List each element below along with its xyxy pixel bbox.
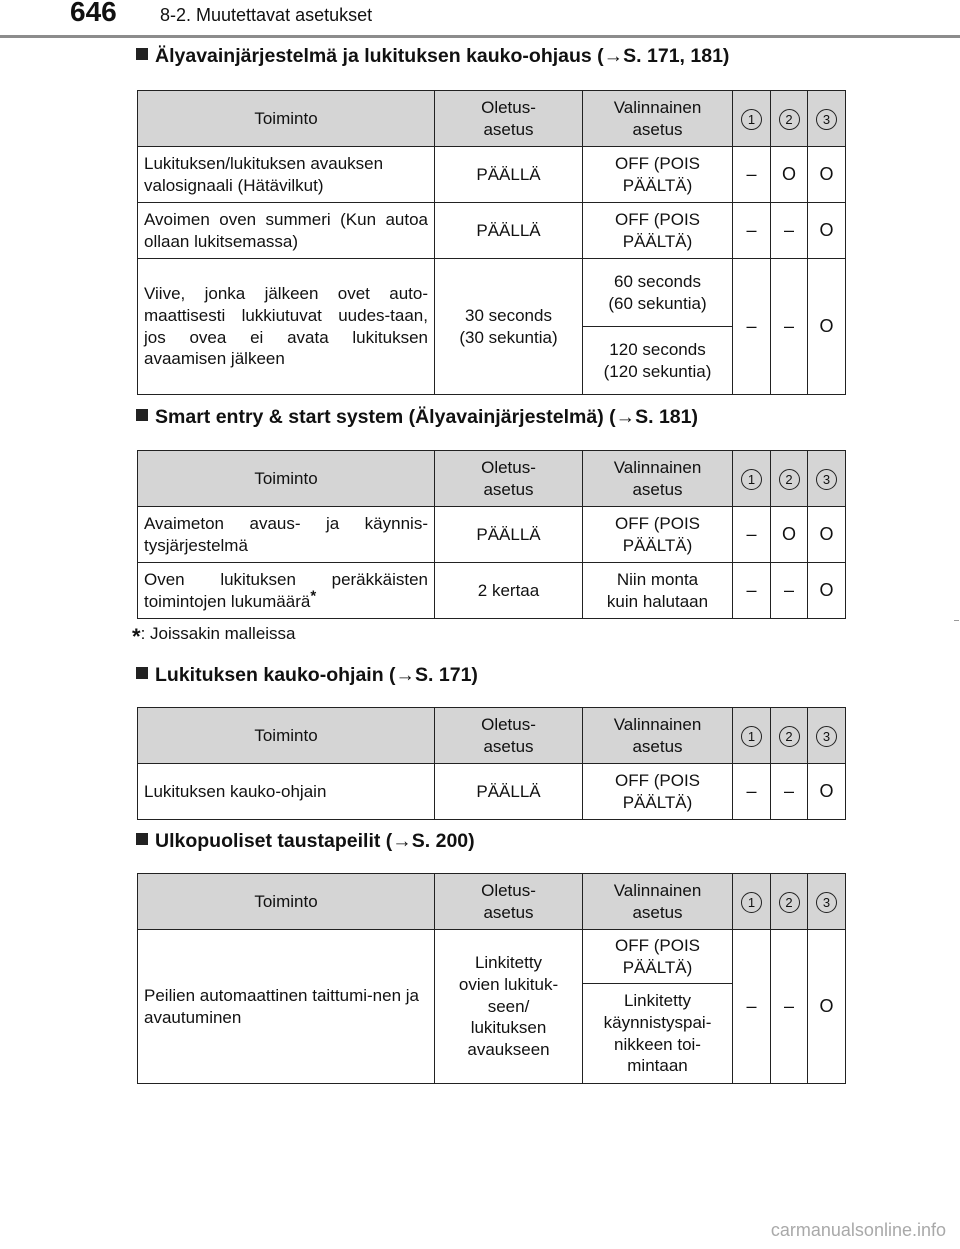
row-optional-a: 60 seconds (60 sekuntia) <box>583 259 733 327</box>
row-mark-1: – <box>733 259 771 395</box>
header-default: Oletus- asetus <box>435 91 583 147</box>
row-mark-3: O <box>808 930 846 1084</box>
row-optional-b: 120 seconds (120 sekuntia) <box>583 327 733 395</box>
row-function: Avoimen oven summeri (Kun autoa ollaan lukitsemassa) <box>138 203 435 259</box>
row-mark-1: – <box>733 203 771 259</box>
header-rule <box>0 35 960 38</box>
circled-1-icon: 1 <box>741 892 762 913</box>
row-optional: OFF (POIS PÄÄLTÄ) <box>583 507 733 563</box>
row-mark-1: – <box>733 147 771 203</box>
table-row <box>138 507 846 563</box>
row-function-cell <box>138 563 435 619</box>
table-remote <box>137 707 846 820</box>
row-function: Lukituksen kauko-ohjain <box>138 764 435 820</box>
row-optional-b: Linkitetty käynnistyspai- nikkeen toi- mintaan <box>583 984 733 1084</box>
table-header-row <box>138 874 846 930</box>
row-default: PÄÄLLÄ <box>435 203 583 259</box>
section-title-remote: Lukituksen kauko-ohjain (→S. 171) <box>136 664 478 687</box>
row-default: Linkitetty ovien lukituk- seen/ lukituksen avaukseen <box>435 930 583 1084</box>
row-optional: Niin monta kuin halutaan <box>583 563 733 619</box>
circled-2-icon: 2 <box>779 469 800 490</box>
table-row <box>138 147 846 203</box>
header-default: Oletus- asetus <box>435 451 583 507</box>
table-row <box>138 203 846 259</box>
row-mark-2: – <box>771 563 808 619</box>
table-mirrors <box>137 873 846 1084</box>
row-function: Avaimeton avaus- ja käynnis-tysjärjestelmä <box>138 507 435 563</box>
row-optional: OFF (POIS PÄÄLTÄ) <box>583 764 733 820</box>
row-mark-3: O <box>808 563 846 619</box>
table-smart-entry <box>137 450 846 619</box>
header-function: Toiminto <box>138 91 435 147</box>
row-function: Oven lukituksen peräkkäisten toimintojen lukumäärä <box>144 569 428 611</box>
running-head: 8-2. Muutettavat asetukset <box>160 5 373 25</box>
row-mark-1: – <box>733 507 771 563</box>
circled-1-icon: 1 <box>741 469 762 490</box>
table-header-row <box>138 451 846 507</box>
header-optional: Valinnainen asetus <box>583 91 733 147</box>
row-mark-1: – <box>733 930 771 1084</box>
circled-2-icon: 2 <box>779 892 800 913</box>
footnote-star: * <box>310 586 317 604</box>
circled-1-icon: 1 <box>741 109 762 130</box>
table-smart-key <box>137 90 846 395</box>
row-function: Viive, jonka jälkeen ovet auto-maattisesti lukkiutuvat uudes-taan, jos ovea ei avata lukituksen avaamisen jälkeen <box>138 259 435 395</box>
footnote <box>132 624 296 650</box>
row-default: PÄÄLLÄ <box>435 764 583 820</box>
circled-1-icon: 1 <box>741 726 762 747</box>
circled-3-icon: 3 <box>816 469 837 490</box>
row-mark-3: O <box>808 203 846 259</box>
table-row <box>138 764 846 820</box>
row-optional: OFF (POIS PÄÄLTÄ) <box>583 203 733 259</box>
row-function: Peilien automaattinen taittumi-nen ja avautuminen <box>138 930 435 1084</box>
section-title-smart-key: Älyavainjärjestelmä ja lukituksen kauko-ohjaus (→S. 171, 181) <box>136 45 729 68</box>
row-mark-1: – <box>733 563 771 619</box>
table-header-row <box>138 708 846 764</box>
circled-2-icon: 2 <box>779 109 800 130</box>
header-optional: Valinnainen asetus <box>583 874 733 930</box>
row-mark-2: O <box>771 507 808 563</box>
circled-2-icon: 2 <box>779 726 800 747</box>
header-optional: Valinnainen asetus <box>583 451 733 507</box>
row-default: PÄÄLLÄ <box>435 147 583 203</box>
row-default: 2 kertaa <box>435 563 583 619</box>
table-row <box>138 930 846 984</box>
row-mark-3: O <box>808 507 846 563</box>
section-title-smart-entry: Smart entry & start system (Älyavainjärjestelmä) (→S. 181) <box>136 406 698 429</box>
row-optional-a: OFF (POIS PÄÄLTÄ) <box>583 930 733 984</box>
table-row <box>138 259 846 327</box>
header-default: Oletus- asetus <box>435 708 583 764</box>
row-mark-3: O <box>808 147 846 203</box>
section-title-mirrors: Ulkopuoliset taustapeilit (→S. 200) <box>136 830 475 853</box>
row-mark-1: – <box>733 764 771 820</box>
watermark: carmanualsonline.info <box>770 1220 946 1240</box>
edge-mark <box>954 620 959 621</box>
row-mark-2: – <box>771 203 808 259</box>
row-mark-3: O <box>808 764 846 820</box>
circled-3-icon: 3 <box>816 892 837 913</box>
header-function: Toiminto <box>138 451 435 507</box>
row-mark-2: O <box>771 147 808 203</box>
footnote-star: * <box>132 624 141 649</box>
header-function: Toiminto <box>138 708 435 764</box>
header-function: Toiminto <box>138 874 435 930</box>
header-default: Oletus- asetus <box>435 874 583 930</box>
table-header-row <box>138 91 846 147</box>
row-optional: OFF (POIS PÄÄLTÄ) <box>583 147 733 203</box>
circled-3-icon: 3 <box>816 726 837 747</box>
bullet-square-icon <box>136 409 148 421</box>
row-default: PÄÄLLÄ <box>435 507 583 563</box>
bullet-square-icon <box>136 48 148 60</box>
row-function: Lukituksen/lukituksen avauksen valosignaali (Hätävilkut) <box>138 147 435 203</box>
row-mark-3: O <box>808 259 846 395</box>
footnote-text: : Joissakin malleissa <box>140 624 296 643</box>
row-mark-2: – <box>771 764 808 820</box>
bullet-square-icon <box>136 833 148 845</box>
table-row <box>138 563 846 619</box>
row-mark-2: – <box>771 930 808 1084</box>
bullet-square-icon <box>136 667 148 679</box>
row-mark-2: – <box>771 259 808 395</box>
page-number: 646 <box>70 0 117 27</box>
header-optional: Valinnainen asetus <box>583 708 733 764</box>
row-default: 30 seconds (30 sekuntia) <box>435 259 583 395</box>
circled-3-icon: 3 <box>816 109 837 130</box>
